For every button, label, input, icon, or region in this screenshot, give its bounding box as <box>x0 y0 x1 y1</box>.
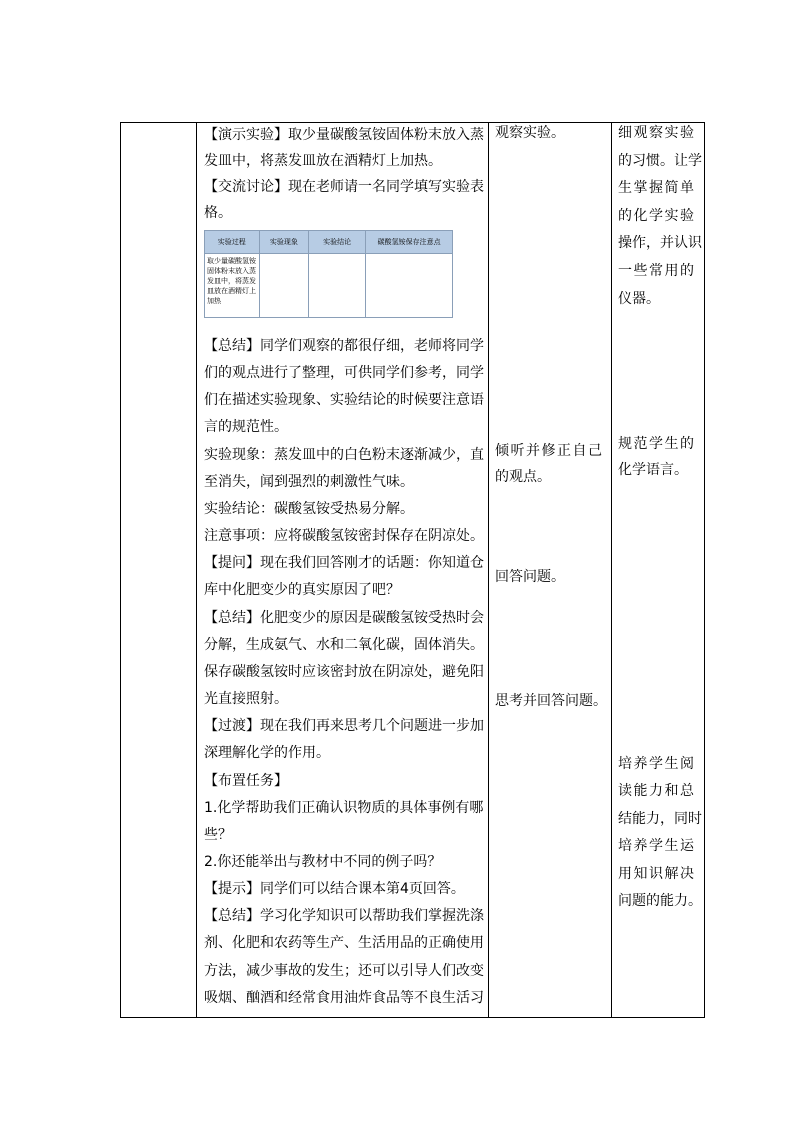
text-line: 些？ <box>204 826 232 843</box>
text-line: 们在描述实验现象、实验结论的时候要注意语 <box>204 392 484 409</box>
text-line: 实验现象：蒸发皿中的白色粉末逐渐减少，直 <box>204 446 484 463</box>
text-line: 库中化肥变少的真实原因了吧？ <box>204 582 400 599</box>
text-line: 方法，减少事故的发生；还可以引导人们改变 <box>204 962 484 979</box>
table-cell: 取少量碳酸氢铵固体粉末放入蒸发皿中，将蒸发皿放在酒精灯上加热 <box>205 254 260 318</box>
text-line: 深理解化学的作用。 <box>204 745 330 762</box>
table-cell <box>259 254 309 318</box>
text-line: 问题的能力。 <box>618 893 702 910</box>
text-line: 【总结】化肥变少的原因是碳酸氢铵受热时会 <box>204 609 484 626</box>
text-line: 用知识解决 <box>618 865 696 882</box>
text-line: 光直接照射。 <box>204 691 288 708</box>
teacher-activity-block-1 <box>204 122 486 226</box>
text-line: 一些常用的 <box>618 262 696 279</box>
text-line: 剂、化肥和农药等生产、生活用品的正确使用 <box>204 935 484 952</box>
text-line: 仪器。 <box>618 290 660 307</box>
text-line: 细观察实验 <box>618 125 696 141</box>
text-line: 保存碳酸氢铵时应该密封放在阴凉处，避免阳 <box>204 663 484 680</box>
column-divider <box>611 123 612 1017</box>
student-activity-b <box>495 438 607 490</box>
column-divider <box>196 123 197 1017</box>
text-line: 的习惯。让学 <box>618 152 702 169</box>
text-line: 【交流讨论】现在老师请一名同学填写实验表 <box>204 179 484 195</box>
student-activity-a <box>495 120 607 146</box>
text-line: 【提示】同学们可以结合课本第4页回答。 <box>204 881 465 898</box>
text-line: 【总结】学习化学知识可以帮助我们掌握洗涤 <box>204 908 484 925</box>
table-cell <box>366 254 453 318</box>
text-line: 注意事项：应将碳酸氢铵密封保存在阴凉处。 <box>204 528 484 545</box>
text-line: 规范学生的 <box>618 436 696 452</box>
text-line: 【总结】同学们观察的都很仔细，老师将同学 <box>204 338 484 354</box>
student-activity-c <box>495 564 607 590</box>
text-line: 回答问题。 <box>495 569 565 585</box>
table-header: 实验结论 <box>309 231 366 254</box>
text-line: 的化学实验 <box>618 207 696 224</box>
text-line: 分解，生成氨气、水和二氧化碳，固体消失。 <box>204 636 484 653</box>
text-line: 培养学生阅 <box>618 756 696 772</box>
text-line: 格。 <box>204 205 232 221</box>
design-intent-c <box>618 751 704 915</box>
text-line: 结能力，同时 <box>618 810 702 827</box>
text-line: 培养学生运 <box>618 838 696 855</box>
text-line: 至消失，闻到强烈的刺激性气味。 <box>204 473 414 490</box>
text-line: 倾听并修正自己 <box>495 443 604 459</box>
text-line: 【过渡】现在我们再来思考几个问题进一步加 <box>204 718 484 735</box>
design-intent-a <box>618 120 704 313</box>
design-intent-b <box>618 431 704 483</box>
text-line: 的观点。 <box>495 469 551 485</box>
text-line: 言的规范性。 <box>204 419 288 436</box>
text-line: 们的观点进行了整理，可供同学们参考，同学 <box>204 365 484 382</box>
text-line: 操作，并认识 <box>618 235 702 252</box>
text-line: 【演示实验】取少量碳酸氢铵固体粉末放入蒸 <box>204 127 484 143</box>
column-divider <box>488 123 489 1017</box>
table-cell <box>309 254 366 318</box>
text-line: 读能力和总 <box>618 783 696 800</box>
table-header: 实验过程 <box>205 231 260 254</box>
text-line: 1.化学帮助我们正确认识物质的具体事例有哪 <box>204 799 484 816</box>
table-header: 实验现象 <box>259 231 309 254</box>
text-line: 生掌握简单 <box>618 180 696 197</box>
text-line: 2.你还能举出与教材中不同的例子吗？ <box>204 853 442 870</box>
text-line: 【提问】现在我们回答刚才的话题：你知道仓 <box>204 555 484 572</box>
teacher-activity-block-2 <box>204 333 486 1012</box>
experiment-record-table <box>204 230 453 318</box>
table-header: 碳酸氢铵保存注意点 <box>366 231 453 254</box>
text-line: 观察实验。 <box>495 125 565 141</box>
text-line: 化学语言。 <box>618 462 688 478</box>
text-line: 思考并回答问题。 <box>495 693 607 709</box>
text-line: 实验结论：碳酸氢铵受热易分解。 <box>204 500 414 517</box>
text-line: 发皿中，将蒸发皿放在酒精灯上加热。 <box>204 153 442 169</box>
student-activity-d <box>495 688 613 714</box>
text-line: 吸烟、酗酒和经常食用油炸食品等不良生活习 <box>204 989 484 1006</box>
text-line: 【布置任务】 <box>204 772 288 789</box>
